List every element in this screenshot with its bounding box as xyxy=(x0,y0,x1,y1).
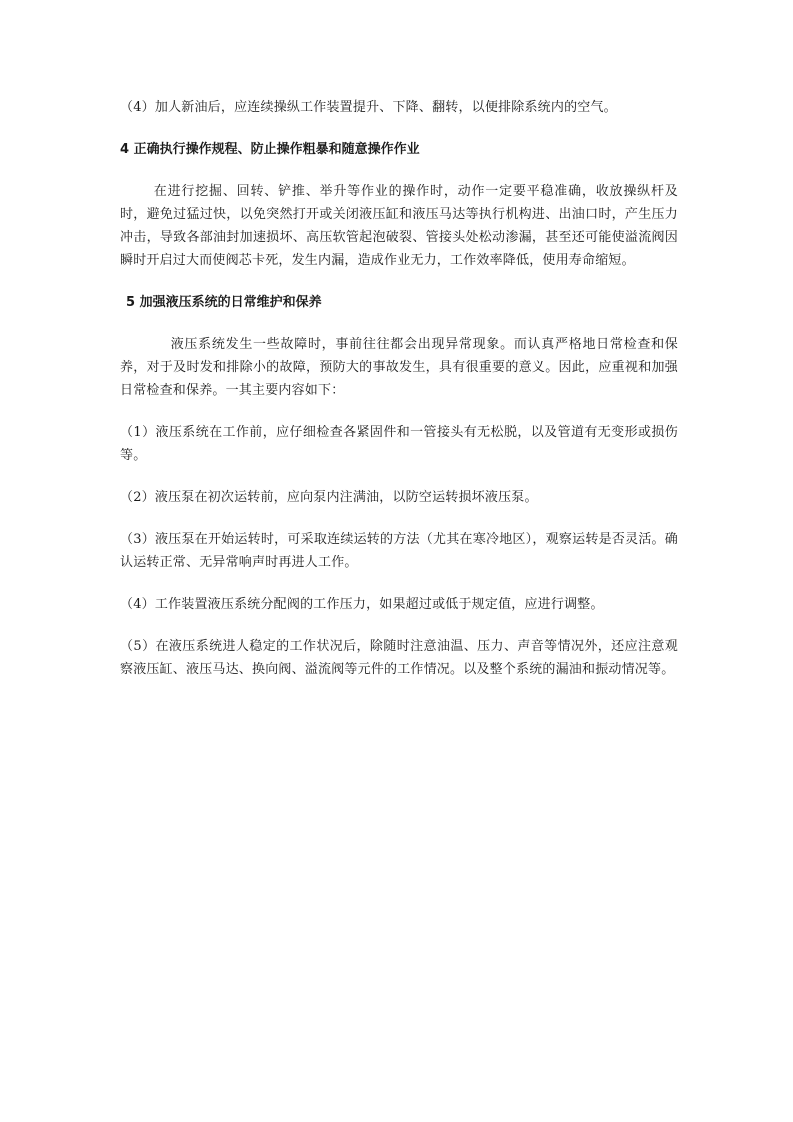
paragraph-operation-rules: 在进行挖掘、回转、铲推、举升等作业的操作时，动作一定要平稳准确，收放操纵杆及时，避免过猛过快，以免突然打开或关闭液压缸和液压马达等执行机构进、出油口时，产生压力冲击，导致各部油封加速损坏、高压软管起泡破裂、管接头处松动渗漏，甚至还可能使溢流阀因瞬时开启过大而使阀芯卡死，发生内漏，造成作业无力，工作效率降低，使用寿命缩短。 xyxy=(120,184,678,268)
paragraph-item-5: （5）在液压系统进人稳定的工作状况后，除随时注意油温、压力、声音等情况外，还应注意观察液压缸、液压马达、换向阀、溢流阀等元件的工作情况。以及整个系统的漏油和振动情况等。 xyxy=(120,639,678,677)
paragraph-item-1: （1）液压系统在工作前，应仔细检查各紧固件和一管接头有无松脱，以及管道有无变形或损伤等。 xyxy=(120,425,678,463)
paragraph-step-4-add-oil: （4）加人新油后，应连续操纵工作装置提升、下降、翻转，以便排除系统内的空气。 xyxy=(120,100,617,115)
paragraph-item-3: （3）液压泵在开始运转时，可采取连续运转的方法（尤其在寒冷地区），观察运转是否灵活。确认运转正常、无异常响声时再进人工作。 xyxy=(120,532,678,570)
document-page xyxy=(120,96,678,681)
paragraph-item-2: （2）液压泵在初次运转前，应向泵内注满油，以防空运转损坏液压泵。 xyxy=(120,490,538,505)
paragraph-maintenance-intro: 液压系统发生一些故障时，事前往往都会出现异常现象。而认真严格地日常检查和保养，对于及时发和排除小的故障，预防大的事故发生，具有很重要的意义。因此，应重视和加强日常检查和保养。一其主要内容如下： xyxy=(120,337,678,398)
section-heading-5: 5 加强液压系统的日常维护和保养 xyxy=(126,295,322,310)
section-heading-4: 4 正确执行操作规程、防止操作粗暴和随意操作作业 xyxy=(120,142,420,157)
paragraph-item-4: （4）工作装置液压系统分配阀的工作压力，如果超过或低于规定值，应进行调整。 xyxy=(120,597,604,612)
